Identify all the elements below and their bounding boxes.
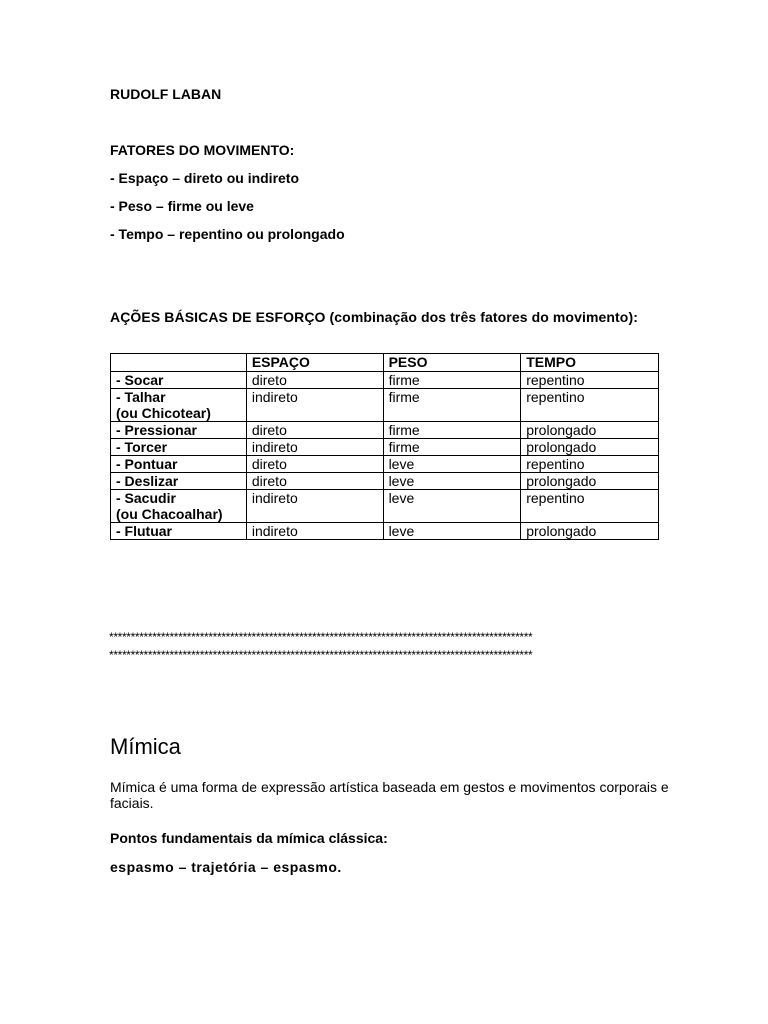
cell-action: - Deslizar: [111, 473, 247, 490]
cell-tempo: repentino: [521, 372, 659, 389]
effort-actions-table: [110, 353, 659, 540]
table-row: [111, 439, 659, 456]
cell-espaco: indireto: [246, 523, 383, 540]
cell-action: - Sacudir (ou Chacoalhar): [111, 490, 247, 523]
mimica-heading: Mímica: [110, 734, 181, 759]
table-row: [111, 372, 659, 389]
cell-tempo: prolongado: [521, 439, 659, 456]
factors-heading: FATORES DO MOVIMENTO:: [110, 142, 295, 158]
cell-tempo: prolongado: [521, 422, 659, 439]
actions-heading: AÇÕES BÁSICAS DE ESFORÇO (combinação dos três fatores do movimento):: [110, 309, 638, 325]
cell-tempo: repentino: [521, 490, 659, 523]
table-header-row: [111, 354, 659, 372]
cell-peso: firme: [383, 439, 521, 456]
column-header-peso: PESO: [383, 354, 521, 372]
cell-peso: leve: [383, 490, 521, 523]
table-row: [111, 422, 659, 439]
cell-action: - Flutuar: [111, 523, 247, 540]
cell-tempo: prolongado: [521, 473, 659, 490]
column-header-espaco: ESPAÇO: [246, 354, 383, 372]
cell-peso: leve: [383, 473, 521, 490]
column-header-action: [111, 354, 247, 372]
column-header-tempo: TEMPO: [521, 354, 659, 372]
cell-peso: leve: [383, 456, 521, 473]
cell-action: - Pressionar: [111, 422, 247, 439]
pontos-heading: Pontos fundamentais da mímica clássica:: [110, 830, 388, 846]
table-row: [111, 523, 659, 540]
cell-tempo: repentino: [521, 456, 659, 473]
table-row: [111, 490, 659, 523]
cell-action: - Talhar (ou Chicotear): [111, 389, 247, 422]
cell-espaco: indireto: [246, 389, 383, 422]
cell-tempo: repentino: [521, 389, 659, 422]
cell-tempo: prolongado: [521, 523, 659, 540]
table-row: [111, 389, 659, 422]
cell-espaco: indireto: [246, 490, 383, 523]
mimica-paragraph: Mímica é uma forma de expressão artística baseada em gestos e movimentos corporais e faciais.: [110, 779, 669, 811]
table-row: [111, 456, 659, 473]
cell-espaco: indireto: [246, 439, 383, 456]
cell-peso: firme: [383, 422, 521, 439]
document-title: RUDOLF LABAN: [110, 86, 222, 102]
cell-peso: firme: [383, 372, 521, 389]
table-row: [111, 473, 659, 490]
cell-espaco: direto: [246, 422, 383, 439]
factor-item-peso: - Peso – firme ou leve: [110, 198, 254, 214]
cell-peso: firme: [383, 389, 521, 422]
separator-line-1: **************************************************************************************************: [109, 631, 533, 644]
cell-peso: leve: [383, 523, 521, 540]
separator-line-2: **************************************************************************************************: [109, 649, 533, 662]
cell-action: - Pontuar: [111, 456, 247, 473]
cell-espaco: direto: [246, 456, 383, 473]
cell-action: - Torcer: [111, 439, 247, 456]
factor-item-tempo: - Tempo – repentino ou prolongado: [110, 226, 345, 242]
cell-espaco: direto: [246, 372, 383, 389]
cell-espaco: direto: [246, 473, 383, 490]
cell-action: - Socar: [111, 372, 247, 389]
factor-item-espaco: - Espaço – direto ou indireto: [110, 170, 300, 186]
pontos-value: espasmo – trajetória – espasmo.: [110, 859, 342, 875]
